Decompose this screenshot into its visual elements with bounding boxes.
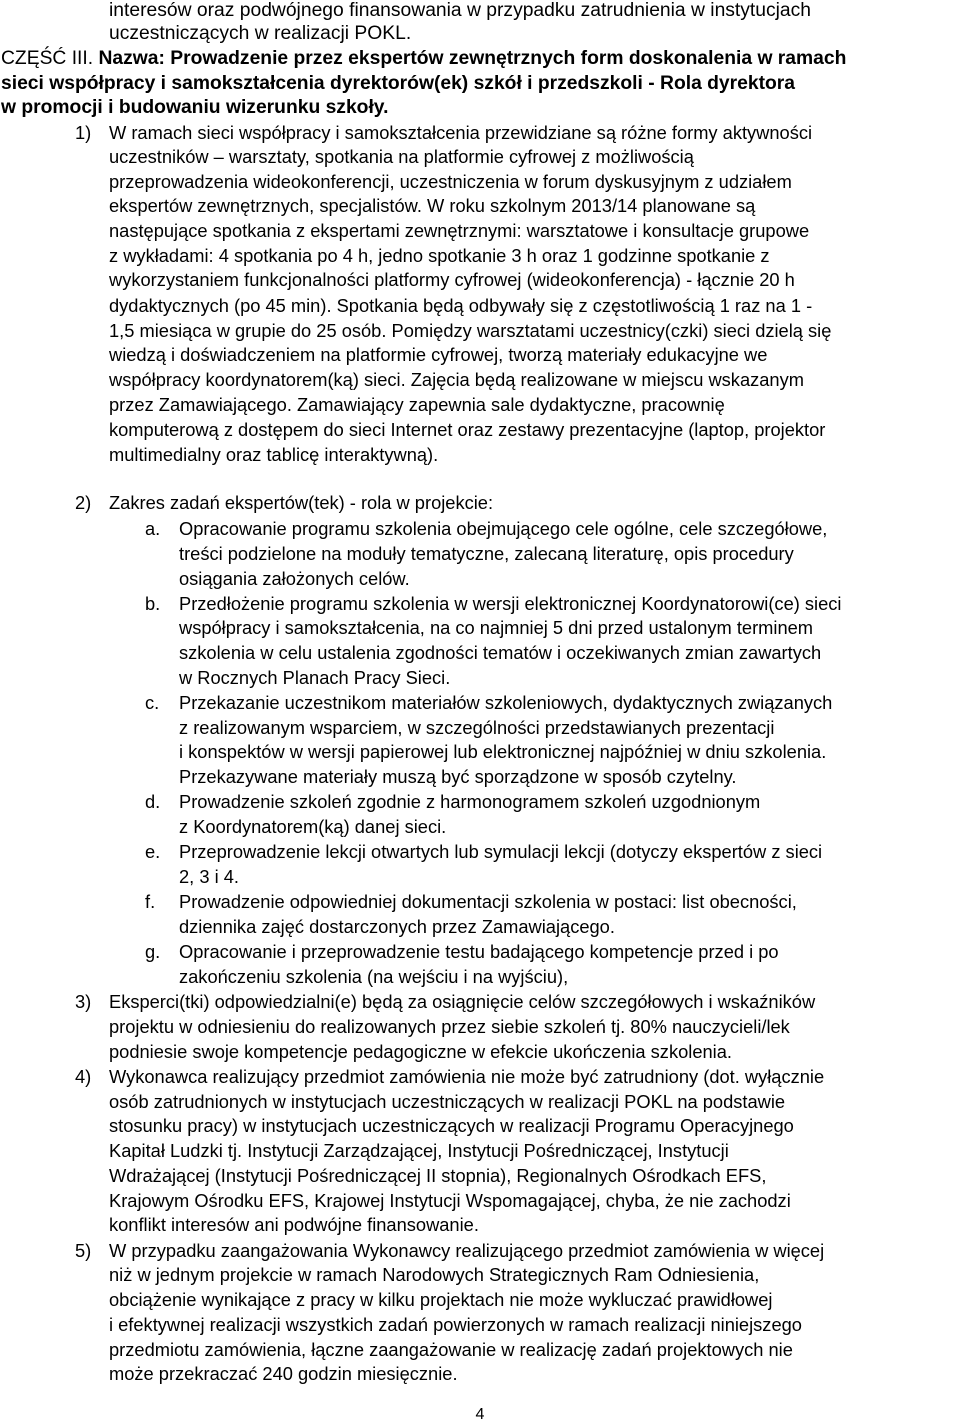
list-number: 3): [75, 991, 92, 1012]
text-line: dydaktycznych (po 45 min). Spotkania będą odbywały się z częstotliwością 1 raz na 1 -: [109, 295, 813, 316]
sublist-letter: a.: [145, 518, 161, 539]
text-line: podniesie swoje kompetencje pedagogiczne w efekcie ukończenia szkolenia.: [109, 1041, 732, 1062]
list-number: 5): [75, 1240, 92, 1261]
page-number: 4: [475, 1406, 485, 1423]
text-line: osób zatrudnionych w instytucjach uczestniczących w realizacji POKL na podstawie: [109, 1091, 786, 1112]
text-line: z realizowanym wsparciem, w szczególności przedstawianych prezentacji: [179, 717, 775, 738]
text-line: Krajowym Ośrodku EFS, Krajowej Instytucji Wspomagającej, chyba, że nie zachodzi: [109, 1190, 791, 1211]
sublist-letter: f.: [145, 891, 156, 912]
text-line: uczestników – warsztaty, spotkania na platformie cyfrowej z możliwością: [109, 146, 694, 167]
text-line: i efektywnej realizacji wszystkich zadań powierzonych w ramach realizacji niniejszego: [109, 1314, 802, 1335]
text-line: Przekazywane materiały muszą być sporządzone w sposób czytelny.: [179, 766, 737, 787]
list-number: 1): [75, 122, 92, 143]
text-line: Przeprowadzenie lekcji otwartych lub symulacji lekcji (dotyczy ekspertów z sieci: [179, 841, 823, 862]
text-line: Zakres zadań ekspertów(tek) - rola w projekcie:: [109, 492, 494, 513]
text-line: może przekraczać 240 godzin miesięcznie.: [109, 1363, 458, 1384]
section-title-line: sieci współpracy i samokształcenia dyrektorów(ek) szkół i przedszkoli - Rola dyrektora: [1, 73, 796, 94]
sublist-letter: g.: [145, 941, 161, 962]
text-line: Przekazanie uczestnikom materiałów szkoleniowych, dydaktycznych związanych: [179, 692, 833, 713]
text-line: Opracowanie i przeprowadzenie testu badającego kompetencje przed i po: [179, 941, 779, 962]
section-label: CZĘŚĆ III.: [1, 48, 94, 69]
text-line: z wykładami: 4 spotkania po 4 h, jedno spotkanie 3 h oraz 1 godzinne spotkanie z: [109, 245, 770, 266]
section-title: Nazwa: Prowadzenie przez ekspertów zewnętrznych form doskonalenia w ramach: [98, 48, 847, 69]
text-line: w Rocznych Planach Pracy Sieci.: [179, 667, 451, 688]
text-line: wykorzystaniem funkcjonalności platformy cyfrowej (wideokonferencja) - łącznie 20 h: [109, 269, 795, 290]
text-line: niż w jednym projekcie w ramach Narodowych Strategicznych Ram Odniesienia,: [109, 1264, 760, 1285]
text-line: konflikt interesów ani podwójne finansowanie.: [109, 1214, 479, 1235]
text-line: 2, 3 i 4.: [179, 866, 239, 887]
text-line: wiedzą i doświadczeniem na platformie cyfrowej, tworzą materiały edukacyjne we: [109, 344, 768, 365]
text-line: Wykonawca realizujący przedmiot zamówienia nie może być zatrudniony (dot. wyłącznie: [109, 1066, 825, 1087]
text-line: Prowadzenie odpowiedniej dokumentacji szkolenia w postaci: list obecności,: [179, 891, 797, 912]
section-heading: [1, 49, 846, 68]
text-line: Kapitał Ludzki tj. Instytucji Zarządzającej, Instytucji Pośredniczącej, Instytucji: [109, 1140, 729, 1161]
sublist-letter: b.: [145, 593, 161, 614]
text-line: następujące spotkania z ekspertami zewnętrznymi: warsztatowe i konsultacje grupowe: [109, 220, 810, 241]
text-line: współpracy koordynatorem(ką) sieci. Zajęcia będą realizowane w miejscu wskazanym: [109, 369, 804, 390]
text-line: obciążenie wynikające z pracy w kilku projektach nie może wykluczać prawidłowej: [109, 1289, 773, 1310]
text-line: Wdrażającej (Instytucji Pośredniczącej II stopnia), Regionalnych Ośrodkach EFS,: [109, 1165, 767, 1186]
text-line: szkolenia w celu ustalenia zgodności tematów i oczekiwanych zmian zawartych: [179, 642, 822, 663]
text-line: przedmiotu zamówienia, łączne zaangażowanie w realizację zadań projektowych nie: [109, 1339, 793, 1360]
text-line: W przypadku zaangażowania Wykonawcy realizującego przedmiot zamówienia w więcej: [109, 1240, 825, 1261]
text-line: zakończeniu szkolenia (na wejściu i na wyjściu),: [179, 966, 569, 987]
text-line: osiągania założonych celów.: [179, 568, 410, 589]
list-number: 2): [75, 492, 92, 513]
text-line: Eksperci(tki) odpowiedzialni(e) będą za osiągnięcie celów szczegółowych i wskaźników: [109, 991, 816, 1012]
sublist-letter: e.: [145, 841, 161, 862]
text-line: komputerową z dostępem do sieci Internet oraz zestawy prezentacyjne (laptop, projektor: [109, 419, 826, 440]
text-line: współpracy i samokształcenia, na co najmniej 5 dni przed ustalonym terminem: [179, 617, 814, 638]
sublist-letter: d.: [145, 791, 161, 812]
sublist-letter: c.: [145, 692, 160, 713]
text-line: projektu w odniesieniu do realizowanych przez siebie szkoleń tj. 80% nauczycieli/lek: [109, 1016, 790, 1037]
text-line: ekspertów zewnętrznych, specjalistów. W roku szkolnym 2013/14 planowane są: [109, 195, 756, 216]
text-line: przeprowadzenia wideokonferencji, uczestniczenia w forum dyskusyjnym z udziałem: [109, 171, 792, 192]
text-line: dziennika zajęć dostarczonych przez Zamawiającego.: [179, 916, 615, 937]
text-line: stosunku pracy) w instytucjach uczestniczących w realizacji Programu Operacyjnego: [109, 1115, 794, 1136]
text-line: Prowadzenie szkoleń zgodnie z harmonogramem szkoleń uzgodnionym: [179, 791, 761, 812]
list-number: 4): [75, 1066, 92, 1087]
text-line: przez Zamawiającego. Zamawiający zapewnia sale dydaktyczne, pracownię: [109, 394, 725, 415]
text-line: treści podzielone na moduły tematyczne, zalecaną literaturę, opis procedury: [179, 543, 794, 564]
text-line: Przedłożenie programu szkolenia w wersji elektronicznej Koordynatorowi(ce) sieci: [179, 593, 842, 614]
text-line: interesów oraz podwójnego finansowania w przypadku zatrudnienia w instytucjach: [109, 0, 812, 21]
text-line: multimedialny oraz tablicę interaktywną).: [109, 444, 439, 465]
text-line: z Koordynatorem(ką) danej sieci.: [179, 816, 447, 837]
text-line: W ramach sieci współpracy i samokształcenia przewidziane są różne formy aktywności: [109, 122, 813, 143]
text-line: i konspektów w wersji papierowej lub elektronicznej najpóźniej w dniu szkolenia.: [179, 741, 827, 762]
section-title-line: w promocji i budowaniu wizerunku szkoły.: [1, 97, 389, 118]
text-line: 1,5 miesiąca w grupie do 25 osób. Pomiędzy warsztatami uczestnicy(czki) sieci dzielą się: [109, 320, 832, 341]
text-line: Opracowanie programu szkolenia obejmującego cele ogólne, cele szczegółowe,: [179, 518, 828, 539]
text-line: uczestniczących w realizacji POKL.: [109, 23, 412, 44]
